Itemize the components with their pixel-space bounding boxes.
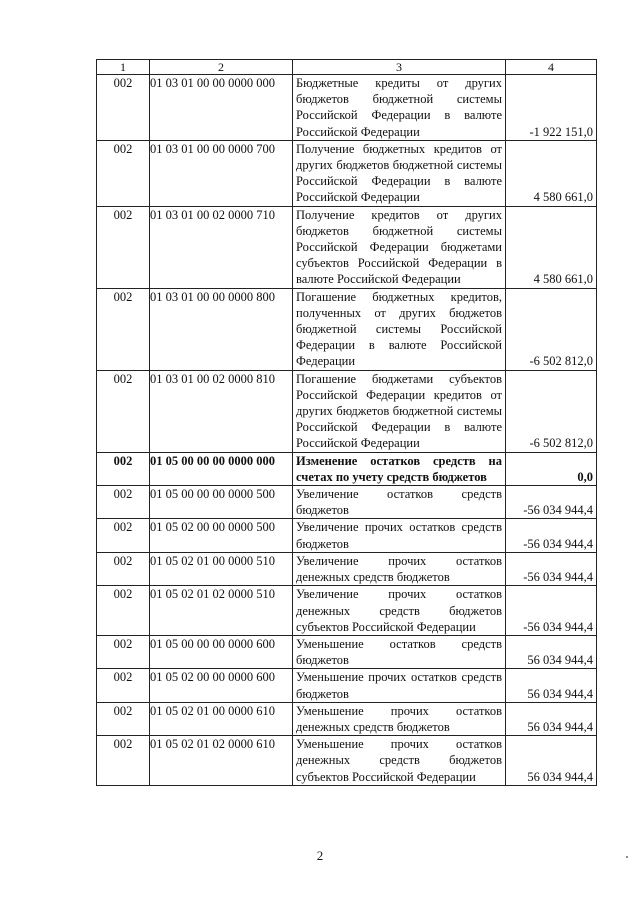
row-classification-code: 01 03 01 00 00 0000 800 bbox=[150, 288, 293, 370]
table-header-row bbox=[97, 60, 597, 75]
row-amount: -56 034 944,4 bbox=[506, 586, 597, 636]
row-admin-code: 002 bbox=[97, 370, 150, 452]
row-classification-code: 01 05 02 00 00 0000 500 bbox=[150, 519, 293, 552]
row-amount: -56 034 944,4 bbox=[506, 519, 597, 552]
table-row bbox=[97, 288, 597, 370]
row-amount: -6 502 812,0 bbox=[506, 288, 597, 370]
row-classification-code: 01 03 01 00 02 0000 710 bbox=[150, 206, 293, 288]
row-classification-code: 01 05 02 01 02 0000 610 bbox=[150, 736, 293, 786]
row-classification-code: 01 03 01 00 02 0000 810 bbox=[150, 370, 293, 452]
column-header-1: 1 bbox=[97, 60, 150, 75]
page-number: 2 bbox=[316, 848, 324, 863]
row-name: Увеличение прочих остатков денежных средств бюджетов субъектов Российской Федерации bbox=[293, 586, 506, 636]
column-header-3: 3 bbox=[293, 60, 506, 75]
row-name: Бюджетные кредиты от других бюджетов бюджетной системы Российской Федерации в валюте Российской Федерации bbox=[293, 75, 506, 141]
table-row bbox=[97, 140, 597, 206]
row-admin-code: 002 bbox=[97, 206, 150, 288]
table-row bbox=[97, 486, 597, 519]
table-row bbox=[97, 702, 597, 735]
table-row bbox=[97, 669, 597, 702]
row-amount: 0,0 bbox=[506, 452, 597, 485]
table-row bbox=[97, 519, 597, 552]
row-amount: -6 502 812,0 bbox=[506, 370, 597, 452]
row-admin-code: 002 bbox=[97, 486, 150, 519]
row-name: Увеличение прочих остатков средств бюджетов bbox=[293, 519, 506, 552]
row-name: Уменьшение прочих остатков денежных средств бюджетов bbox=[293, 702, 506, 735]
row-admin-code: 002 bbox=[97, 736, 150, 786]
row-amount: -56 034 944,4 bbox=[506, 486, 597, 519]
row-admin-code: 002 bbox=[97, 702, 150, 735]
row-amount: 56 034 944,4 bbox=[506, 702, 597, 735]
row-classification-code: 01 03 01 00 00 0000 000 bbox=[150, 75, 293, 141]
row-name: Уменьшение прочих остатков денежных средств бюджетов субъектов Российской Федерации bbox=[293, 736, 506, 786]
row-amount: 4 580 661,0 bbox=[506, 140, 597, 206]
scan-speck bbox=[626, 856, 628, 858]
column-header-2: 2 bbox=[150, 60, 293, 75]
row-amount: 56 034 944,4 bbox=[506, 669, 597, 702]
row-name: Уменьшение остатков средств бюджетов bbox=[293, 635, 506, 668]
row-name: Уменьшение прочих остатков средств бюджетов bbox=[293, 669, 506, 702]
row-admin-code: 002 bbox=[97, 586, 150, 636]
row-name: Увеличение остатков средств бюджетов bbox=[293, 486, 506, 519]
row-classification-code: 01 05 02 00 00 0000 600 bbox=[150, 669, 293, 702]
table-row bbox=[97, 635, 597, 668]
row-amount: 56 034 944,4 bbox=[506, 736, 597, 786]
row-classification-code: 01 05 00 00 00 0000 500 bbox=[150, 486, 293, 519]
row-amount: 56 034 944,4 bbox=[506, 635, 597, 668]
row-admin-code: 002 bbox=[97, 140, 150, 206]
row-name: Получение кредитов от других бюджетов бюджетной системы Российской Федерации бюджетами субъектов Российской Федерации в валюте Российской Федерации bbox=[293, 206, 506, 288]
row-admin-code: 002 bbox=[97, 452, 150, 485]
table-row bbox=[97, 736, 597, 786]
row-amount: 4 580 661,0 bbox=[506, 206, 597, 288]
row-name: Погашение бюджетных кредитов, полученных от других бюджетов бюджетной системы Российской Федерации в валюте Российской Федерации bbox=[293, 288, 506, 370]
row-classification-code: 01 05 02 01 02 0000 510 bbox=[150, 586, 293, 636]
table-row bbox=[97, 75, 597, 141]
row-admin-code: 002 bbox=[97, 288, 150, 370]
table-row bbox=[97, 452, 597, 485]
row-classification-code: 01 05 02 01 00 0000 510 bbox=[150, 552, 293, 585]
budget-sources-table bbox=[96, 59, 597, 786]
row-admin-code: 002 bbox=[97, 669, 150, 702]
table-body bbox=[97, 60, 597, 786]
row-name: Увеличение прочих остатков денежных средств бюджетов bbox=[293, 552, 506, 585]
row-amount: -56 034 944,4 bbox=[506, 552, 597, 585]
column-header-4: 4 bbox=[506, 60, 597, 75]
row-name: Изменение остатков средств на счетах по учету средств бюджетов bbox=[293, 452, 506, 485]
table-row bbox=[97, 586, 597, 636]
row-classification-code: 01 05 02 01 00 0000 610 bbox=[150, 702, 293, 735]
row-classification-code: 01 05 00 00 00 0000 000 bbox=[150, 452, 293, 485]
row-admin-code: 002 bbox=[97, 635, 150, 668]
row-name: Получение бюджетных кредитов от других бюджетов бюджетной системы Российской Федерации в валюте Российской Федерации bbox=[293, 140, 506, 206]
table-row bbox=[97, 206, 597, 288]
row-admin-code: 002 bbox=[97, 519, 150, 552]
row-classification-code: 01 03 01 00 00 0000 700 bbox=[150, 140, 293, 206]
row-admin-code: 002 bbox=[97, 552, 150, 585]
row-classification-code: 01 05 00 00 00 0000 600 bbox=[150, 635, 293, 668]
row-admin-code: 002 bbox=[97, 75, 150, 141]
table-row bbox=[97, 370, 597, 452]
table-row bbox=[97, 552, 597, 585]
row-name: Погашение бюджетами субъектов Российской Федерации кредитов от других бюджетов бюджетной системы Российской Федерации в валюте Российской Федерации bbox=[293, 370, 506, 452]
row-amount: -1 922 151,0 bbox=[506, 75, 597, 141]
